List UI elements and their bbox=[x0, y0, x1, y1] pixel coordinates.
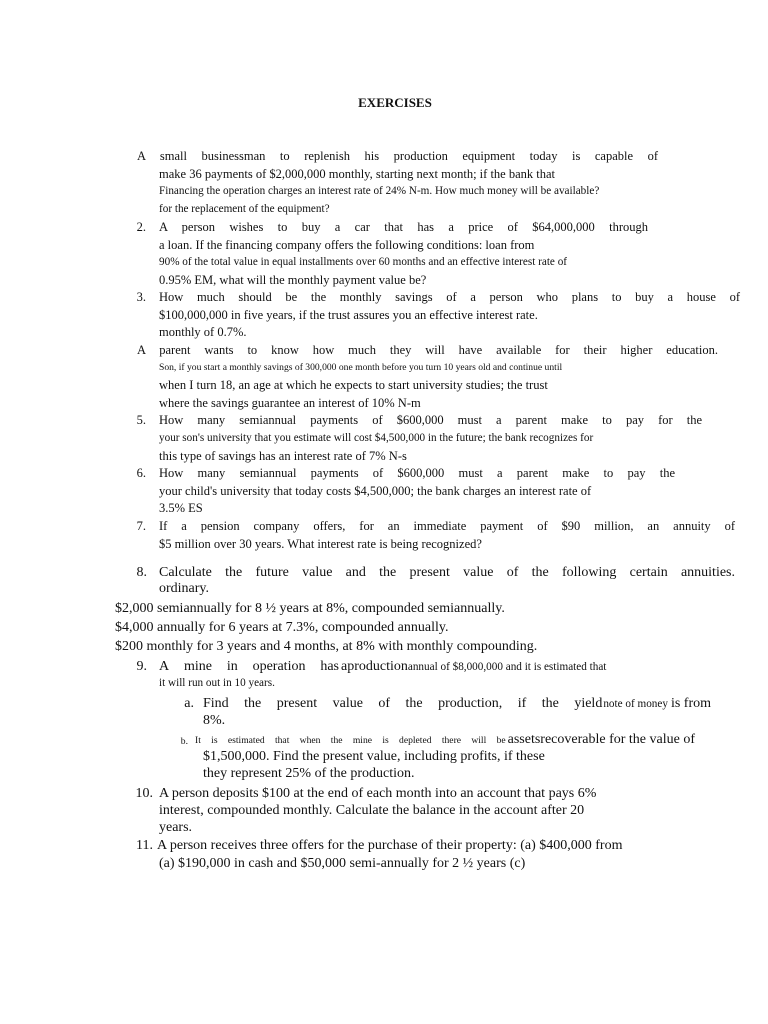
item-9-line-2: it will run out in 10 years. bbox=[159, 677, 275, 689]
item-9-word-4: operation bbox=[252, 659, 306, 674]
item-9a-note: note of money bbox=[603, 698, 668, 710]
item-8-line-2: ordinary. bbox=[159, 581, 210, 596]
item-9a-line-2: 8%. bbox=[203, 713, 226, 728]
item-6-line-2: your child's university that today costs $4,500,000; the bank charges an interest rate of bbox=[159, 484, 592, 498]
item-10-number: 10. bbox=[135, 786, 153, 801]
item-1-line-2: make 36 payments of $2,000,000 monthly, starting next month; if the bank that bbox=[159, 167, 556, 181]
item-2-line-1: A person wishes to buy a car that has a price of $64,000,000 through bbox=[159, 220, 648, 234]
item-2-line-2: a loan. If the financing company offers the following conditions: loan from bbox=[159, 238, 535, 252]
item-11-line-2: (a) $190,000 in cash and $50,000 semi-annually for 2 ½ years (c) bbox=[159, 856, 526, 871]
item-9-line-1-words bbox=[159, 658, 339, 676]
item-8-case-1: $2,000 semiannually for 8 ½ years at 8%, compounded semiannually. bbox=[115, 601, 505, 616]
item-3-line-3: monthly of 0.7%. bbox=[159, 325, 247, 339]
item-9b-large: assetsrecoverable for the value of bbox=[507, 732, 695, 747]
item-3-line-2: $100,000,000 in five years, if the trust assures you an effective interest rate. bbox=[159, 308, 538, 322]
item-6-line-1: How many semiannual payments of $600,000 must a parent make to pay the bbox=[159, 466, 675, 480]
item-8-case-2: $4,000 annually for 6 years at 7.3%, compounded annually. bbox=[115, 620, 449, 635]
item-9b-small: It is estimated that when the mine is depleted there will be bbox=[195, 735, 506, 746]
item-5-line-3: this type of savings has an interest rate of 7% N-s bbox=[159, 449, 407, 463]
item-9a-line-1 bbox=[203, 695, 711, 714]
item-10-line-1: A person deposits $100 at the end of each month into an account that pays 6% bbox=[159, 786, 597, 801]
item-11-line-1: A person receives three offers for the purchase of their property: (a) $400,000 from bbox=[157, 838, 623, 853]
item-6-number: 6. bbox=[136, 466, 146, 480]
item-2-line-3: 90% of the total value in equal installments over 60 months and an effective interest rate of bbox=[159, 256, 568, 268]
item-9b-line-1 bbox=[195, 731, 695, 750]
item-9a-lead: Find the present value of the production, if the yield bbox=[203, 696, 603, 711]
item-8-line-1: Calculate the future value and the present value of the following certain annuities. bbox=[159, 565, 735, 580]
item-4-line-3: when I turn 18, an age at which he expects to start university studies; the trust bbox=[159, 378, 548, 392]
item-1-line-1: A small businessman to replenish his production equipment today is capable of bbox=[137, 149, 658, 163]
item-9-word-5: has bbox=[320, 659, 339, 674]
item-3-number: 3. bbox=[136, 290, 146, 304]
item-9-line-1-tail bbox=[341, 658, 606, 677]
item-5-line-1: How many semiannual payments of $600,000 must a parent make to pay for the bbox=[159, 413, 702, 427]
item-2-line-4: 0.95% EM, what will the monthly payment value be? bbox=[159, 273, 427, 287]
item-7-line-2: $5 million over 30 years. What interest rate is being recognized? bbox=[159, 537, 482, 551]
item-5-line-2: your son's university that you estimate will cost $4,500,000 in the future; the bank recognizes for bbox=[159, 432, 594, 444]
item-9a-letter: a. bbox=[184, 696, 194, 711]
item-9b-letter: b. bbox=[180, 736, 188, 747]
item-7-number: 7. bbox=[136, 519, 146, 533]
item-2-number: 2. bbox=[136, 220, 146, 234]
page-title: EXERCISES bbox=[358, 95, 432, 110]
item-9b-line-2: $1,500,000. Find the present value, including profits, if these bbox=[203, 749, 545, 764]
item-4-line-1: A parent wants to know how much they will have available for their higher education. bbox=[137, 343, 718, 357]
item-1-line-3: Financing the operation charges an interest rate of 24% N-m. How much money will be available? bbox=[159, 185, 600, 197]
item-5-number: 5. bbox=[136, 413, 146, 427]
item-9-tail-small: annual of $8,000,000 and it is estimated that bbox=[407, 661, 607, 673]
item-10-line-3: years. bbox=[159, 820, 193, 835]
item-9-word-1: A bbox=[159, 659, 170, 674]
item-11-number: 11. bbox=[136, 838, 153, 853]
item-4-line-2: Son, if you start a monthly savings of 300,000 one month before you turn 10 years old and continue until bbox=[159, 362, 563, 373]
item-3-line-1: How much should be the monthly savings of a person who plans to buy a house of bbox=[159, 290, 740, 304]
item-8-number: 8. bbox=[136, 565, 147, 580]
item-9-tail-large: aproduction bbox=[341, 659, 408, 674]
item-9a-tail: is from bbox=[670, 696, 711, 711]
item-6-line-3: 3.5% ES bbox=[159, 501, 203, 515]
item-9-word-2: mine bbox=[183, 659, 212, 674]
item-9-number: 9. bbox=[136, 659, 147, 674]
item-10-line-2: interest, compounded monthly. Calculate the balance in the account after 20 bbox=[159, 803, 585, 818]
item-9-word-3: in bbox=[226, 659, 238, 674]
item-4-line-4: where the savings guarantee an interest of 10% N-m bbox=[159, 396, 421, 410]
item-8-case-3: $200 monthly for 3 years and 4 months, at 8% with monthly compounding. bbox=[115, 639, 538, 654]
item-1-line-4: for the replacement of the equipment? bbox=[159, 203, 330, 215]
item-7-line-1: If a pension company offers, for an immediate payment of $90 million, an annuity of bbox=[159, 519, 735, 533]
item-9b-line-3: they represent 25% of the production. bbox=[203, 766, 415, 781]
